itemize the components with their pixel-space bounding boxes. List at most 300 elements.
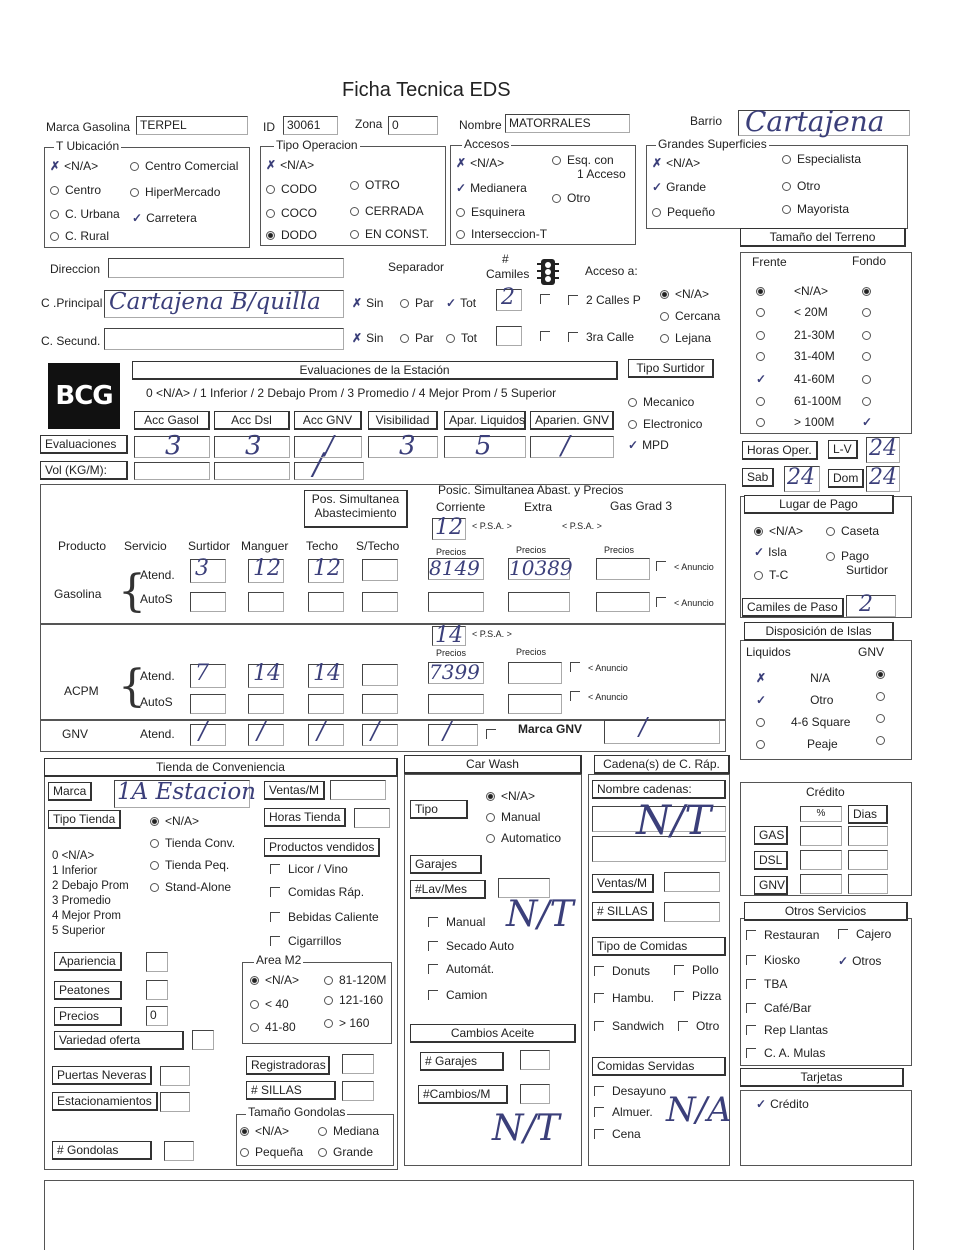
acpm-psa-value: 14 <box>435 623 463 648</box>
accesos-na[interactable]: ✗ <N/A> <box>456 156 505 170</box>
area-81-120[interactable]: 81-120M <box>324 974 386 988</box>
gasolina-precio-corriente-value: 8149 <box>429 556 480 580</box>
islas-peaje[interactable]: Peaje <box>756 738 838 752</box>
secund-sin[interactable]: ✗ Sin <box>352 331 384 345</box>
tienda-scale-1: 1 Inferior <box>52 865 98 877</box>
acpm-autos-precio-2[interactable] <box>508 694 562 714</box>
productos-vendidos-label: Productos vendidos <box>264 838 380 857</box>
gondolas-label: # Gondolas <box>52 1141 152 1160</box>
cambios-nt-handwritten: N/T <box>492 1108 560 1149</box>
secund-label: C. Secund. <box>41 334 101 348</box>
eval-field-0[interactable] <box>134 431 210 461</box>
secund-tot[interactable]: Tot <box>446 332 477 346</box>
pv-licor[interactable]: Licor / Vino <box>270 863 348 877</box>
gasolina-precio-gas3[interactable] <box>596 558 650 580</box>
eval-field-3[interactable] <box>368 431 438 461</box>
acpm-atend-field-1[interactable] <box>248 661 284 688</box>
col-corriente: Corriente <box>436 500 486 514</box>
operacion-coco[interactable]: COCO <box>266 207 317 221</box>
prod-col-2: Surtidor <box>188 539 231 553</box>
tipo-surtidor-title: Tipo Surtidor <box>628 359 714 378</box>
credito-dsl-pct[interactable] <box>800 850 842 870</box>
calle3-check[interactable] <box>540 330 558 344</box>
credito-gas-dias[interactable] <box>848 826 888 846</box>
eval-col-1: Acc Dsl <box>214 411 290 430</box>
acpm-stecho-field[interactable] <box>362 664 398 686</box>
terreno-fondo-radio-6[interactable]: ✓ <box>862 415 873 429</box>
area-41-80[interactable]: 41-80 <box>250 1021 296 1035</box>
variedad-label: Variedad oferta <box>54 1031 184 1050</box>
gondolas-pequena[interactable]: Pequeña <box>240 1146 303 1160</box>
camiones-secund-field[interactable] <box>496 326 522 346</box>
cadenas-ventas-field[interactable] <box>664 872 720 892</box>
comidas-sandwich[interactable]: Sandwich <box>594 1020 664 1034</box>
servidas-almuer[interactable]: Almuer. <box>594 1106 653 1120</box>
ubicacion-c-rural[interactable]: C. Rural <box>50 230 109 244</box>
gnv-precio[interactable] <box>428 717 478 746</box>
credito-gnv-pct[interactable] <box>800 874 842 894</box>
acceso-cercana[interactable]: Cercana <box>660 310 720 324</box>
acpm-label: ACPM <box>64 684 99 698</box>
direccion-field[interactable] <box>108 258 344 278</box>
islas-gnv-otro[interactable] <box>876 690 891 704</box>
terreno-frente: Frente <box>752 255 787 269</box>
acpm-autos-label: AutoS <box>140 695 173 709</box>
gondolas-na[interactable]: <N/A> <box>240 1125 289 1139</box>
acpm-anuncio-1[interactable]: < Anuncio <box>570 662 628 673</box>
terreno-option-2: 21-30M <box>794 328 835 342</box>
ubicacion-na[interactable]: ✗ <N/A> <box>50 159 99 173</box>
eval-col-2: Acc GNV <box>294 411 362 430</box>
tienda-marca-label: Marca <box>48 782 92 801</box>
carwash-title: Car Wash <box>404 755 582 774</box>
marca-field[interactable]: TERPEL <box>136 116 248 135</box>
peatones-field[interactable] <box>146 980 168 1000</box>
acpm-autos-surtidor[interactable] <box>190 694 226 714</box>
terreno-frente-radio-0[interactable] <box>756 285 771 299</box>
cadenas-nt-handwritten: N/T <box>636 798 712 844</box>
evaluaciones-title: Evaluaciones de la Estación <box>132 361 618 380</box>
islas-liquidos: Liquidos <box>746 645 791 659</box>
eval-field-4[interactable] <box>444 431 526 461</box>
operacion-cerrada[interactable]: CERRADA <box>350 205 424 219</box>
superficies-especialista[interactable]: Especialista <box>782 153 861 167</box>
superficies-otro[interactable]: Otro <box>782 180 820 194</box>
principal-sin[interactable]: ✗ Sin <box>352 296 384 310</box>
eval-col-5: Aparien. GNV <box>530 411 614 430</box>
gasolina-autos-manguer[interactable] <box>248 592 284 612</box>
pago-na[interactable]: <N/A> <box>754 525 803 539</box>
calles2-option[interactable]: 2 Calles P <box>568 294 641 308</box>
gasolina-psa-label-1: < P.S.A. > <box>472 521 512 531</box>
pago-tc[interactable]: T-C <box>754 569 788 583</box>
variedad-field[interactable] <box>192 1030 214 1050</box>
carwash-garajes-label: Garajes <box>410 855 482 874</box>
gasolina-label: Gasolina <box>54 587 102 601</box>
gnv-stecho-slash: / <box>371 717 380 745</box>
terreno-frente-radio-1[interactable] <box>756 306 771 320</box>
tienda-scale-0: 0 <N/A> <box>52 850 95 862</box>
gasolina-psa-value: 12 <box>435 515 463 540</box>
gasolina-psa-field[interactable] <box>432 515 466 540</box>
comidas-pollo[interactable]: Pollo <box>674 964 719 978</box>
eval-col-0: Acc Gasol <box>134 411 210 430</box>
terreno-frente-radio-6[interactable] <box>756 416 771 430</box>
eval-value-2: / <box>325 431 334 461</box>
horas-sab: Sab <box>742 468 774 487</box>
servicios-tba[interactable]: TBA <box>746 978 787 992</box>
secund-par[interactable]: Par <box>400 332 434 346</box>
acpm-autos-stecho[interactable] <box>362 694 398 714</box>
comidas-hamb[interactable]: Hambu. <box>594 992 654 1006</box>
ubicacion-c-urbana[interactable]: C. Urbana <box>50 208 120 222</box>
superficies-pequeno[interactable]: Pequeño <box>652 206 715 220</box>
eval-field-1[interactable] <box>214 431 290 461</box>
camiones-hash: # <box>502 252 509 266</box>
servidas-cena[interactable]: Cena <box>594 1128 641 1142</box>
tam-gondolas-title: Tamaño Gondolas <box>248 1105 346 1119</box>
gasolina-autos-label: AutoS <box>140 592 173 606</box>
zona-field[interactable]: 0 <box>388 116 438 135</box>
marca-label: Marca Gasolina <box>46 120 131 134</box>
camiones-field[interactable] <box>496 285 522 311</box>
carwash-na[interactable]: <N/A> <box>486 790 535 804</box>
accesos-esquinera[interactable]: Esquinera <box>456 206 525 220</box>
posic-title: Posic. Simultanea Abast. y Precios <box>438 483 624 497</box>
gas-atend-field-0[interactable] <box>190 556 226 583</box>
tienda-tipo-peq[interactable]: Tienda Peq. <box>150 859 229 873</box>
pv-comidas[interactable]: Comidas Ráp. <box>270 886 364 900</box>
area-121-160[interactable]: 121-160 <box>324 994 383 1008</box>
gnv-techo[interactable] <box>308 717 344 746</box>
carwash-manual-check[interactable]: Manual <box>428 916 485 930</box>
islas-otro[interactable]: ✓ Otro <box>756 693 834 707</box>
gnv-techo-slash: / <box>317 717 326 745</box>
principal-tot[interactable]: ✓ Tot <box>446 296 477 310</box>
ubicacion-centro[interactable]: Centro <box>50 184 101 198</box>
tienda-sillas-field[interactable] <box>342 1081 374 1101</box>
servicios-restauran[interactable]: Restauran <box>746 929 819 943</box>
carwash-automatico[interactable]: Automatico <box>486 832 561 846</box>
ubicacion-carretera[interactable]: ✓ Carretera <box>132 211 197 225</box>
tipo-comidas-label: Tipo de Comidas <box>592 937 726 956</box>
principal-field[interactable] <box>104 290 344 318</box>
eval-value-0: 3 <box>165 431 182 461</box>
cadenas-nombre-label: Nombre cadenas: <box>592 780 726 799</box>
carwash-camion-check[interactable]: Camion <box>428 989 487 1003</box>
carwash-lav-label: #Lav/Mes <box>410 880 486 899</box>
acpm-atend-field-2[interactable] <box>308 661 344 688</box>
horas-dom-field[interactable] <box>866 466 900 492</box>
superficies-mayorista[interactable]: Mayorista <box>782 203 849 217</box>
gnv-stecho[interactable] <box>362 717 398 746</box>
cambios-title: Cambios Aceite <box>410 1024 576 1043</box>
terreno-fondo-radio-2[interactable] <box>862 329 877 343</box>
estacionamientos-label: Estacionamientos <box>52 1092 158 1111</box>
credito-gas-pct[interactable] <box>800 826 842 846</box>
gnv-atend-label: Atend. <box>140 727 175 741</box>
eval-field-2[interactable] <box>294 431 362 461</box>
cambios-garajes-field[interactable] <box>520 1050 550 1070</box>
marca-gnv-field[interactable] <box>604 713 720 744</box>
surtidor-mpd[interactable]: ✓ MPD <box>628 438 669 452</box>
gasolina-anuncio-1[interactable]: < Anuncio <box>656 561 714 572</box>
operacion-dodo[interactable]: DODO <box>266 229 317 243</box>
terreno-frente-radio-3[interactable] <box>756 350 771 364</box>
barrio-field[interactable] <box>738 105 910 138</box>
pos-simultanea-label: Pos. Simultanea Abastecimiento <box>304 490 408 528</box>
tarjetas-title: Tarjetas <box>740 1068 904 1087</box>
gas-atend-value-2: 12 <box>313 556 341 581</box>
terreno-frente-radio-2[interactable] <box>756 329 771 343</box>
servidas-desayuno[interactable]: Desayuno <box>594 1085 666 1099</box>
vol-field-2[interactable] <box>214 462 290 480</box>
acpm-precio-2-field[interactable] <box>508 662 562 684</box>
ubicacion-title: T Ubicación <box>56 139 120 153</box>
precios-label-3: Precios <box>604 545 635 555</box>
acpm-precios-label-2: Precios <box>516 647 547 657</box>
gasolina-autos-precio-1[interactable] <box>428 592 484 612</box>
islas-na[interactable]: ✗ N/A <box>756 671 831 685</box>
tienda-horas-field[interactable] <box>354 808 390 828</box>
comidas-servidas-label: Comidas Servidas <box>592 1057 726 1076</box>
accesos-esq-2: 1 Acceso <box>577 167 626 181</box>
secund-field[interactable] <box>104 328 344 350</box>
carwash-manual[interactable]: Manual <box>486 811 540 825</box>
gnv-label: GNV <box>62 727 89 741</box>
notes-area[interactable] <box>44 1180 914 1250</box>
separador-label: Separador <box>388 260 445 274</box>
acpm-autos-techo[interactable] <box>308 694 344 714</box>
acpm-psa-field[interactable] <box>432 623 466 648</box>
gasolina-anuncio-2[interactable]: < Anuncio <box>656 597 714 608</box>
servicios-cafe[interactable]: Café/Bar <box>746 1002 811 1016</box>
acpm-precios-label-1: Precios <box>436 648 467 658</box>
acpm-psa-label: < P.S.A. > <box>472 629 512 639</box>
terreno-frente-radio-5[interactable] <box>756 395 771 409</box>
terreno-fondo-radio-3[interactable] <box>862 350 877 364</box>
gondolas-field[interactable] <box>164 1141 194 1161</box>
tienda-marca-field[interactable] <box>114 779 256 808</box>
surtidor-electronico[interactable]: Electronico <box>628 418 702 432</box>
cadenas-sillas-field[interactable] <box>664 902 720 922</box>
acceso-na[interactable]: <N/A> <box>660 288 709 302</box>
gasolina-precio-corriente[interactable] <box>428 558 484 580</box>
pago-isla[interactable]: ✓ Isla <box>754 545 787 559</box>
gasolina-autos-stecho[interactable] <box>362 592 398 612</box>
puertas-field[interactable] <box>160 1066 190 1086</box>
horas-lv-field[interactable] <box>866 437 900 463</box>
islas-gnv-peaje[interactable] <box>876 734 891 748</box>
carwash-automat-check[interactable]: Automát. <box>428 963 494 977</box>
credito-gnv-dias[interactable] <box>848 874 888 894</box>
terreno-option-6: > 100M <box>794 415 835 429</box>
pv-bebidas[interactable]: Bebidas Caliente <box>270 911 379 925</box>
operacion-na[interactable]: ✗ <N/A> <box>266 158 315 172</box>
horas-sab-field[interactable] <box>784 466 820 492</box>
gasolina-autos-precio-2[interactable] <box>508 592 570 612</box>
pv-cigarrillos[interactable]: Cigarrillos <box>270 935 341 949</box>
gasolina-autos-precio-3[interactable] <box>596 592 650 612</box>
tienda-scale-5: 5 Superior <box>52 925 106 937</box>
gnv-precio-slash: / <box>443 717 452 745</box>
acpm-precio-field[interactable] <box>428 662 484 684</box>
apariencia-label: Apariencia <box>54 952 122 971</box>
horas-lv-value: 24 <box>869 436 897 461</box>
comidas-donuts[interactable]: Donuts <box>594 965 650 979</box>
gasolina-psa-label-2: < P.S.A. > <box>562 521 602 531</box>
terreno-fondo: Fondo <box>852 254 887 268</box>
acpm-precio-value: 7399 <box>429 660 480 684</box>
camiones-handwritten: 2 <box>501 285 515 310</box>
accesos-otro[interactable]: Otro <box>552 192 590 206</box>
eval-field-5[interactable] <box>530 431 614 461</box>
gnv-manguer[interactable] <box>248 717 284 746</box>
gasolina-atend-label: Atend. <box>140 568 175 582</box>
camiles-paso-field[interactable] <box>846 592 896 617</box>
prod-col-1: Servicio <box>124 539 167 553</box>
servicios-otros[interactable]: ✓ Otros <box>838 954 882 968</box>
tienda-tipo-conv[interactable]: Tienda Conv. <box>150 837 235 851</box>
registradoras-label: Registradoras <box>246 1056 330 1075</box>
calle3-option[interactable]: 3ra Calle <box>568 331 634 345</box>
barrio-handwritten: Cartajena <box>745 105 885 138</box>
camiles-paso-value: 2 <box>859 592 873 617</box>
calles2-check[interactable] <box>540 293 558 307</box>
superficies-na[interactable]: ✗ <N/A> <box>652 156 701 170</box>
acpm-autos-precio-1[interactable] <box>428 694 484 714</box>
accesos-interseccion[interactable]: Interseccion-T <box>456 228 547 242</box>
ubicacion-hipermercado[interactable]: HiperMercado <box>130 186 220 200</box>
islas-gnv-na[interactable] <box>876 668 891 682</box>
servicios-title: Otros Servicios <box>744 902 908 921</box>
cambios-m-field[interactable] <box>520 1084 550 1104</box>
terreno-fondo-radio-4[interactable] <box>862 373 877 387</box>
accesos-title: Accesos <box>464 137 510 151</box>
comidas-pizza[interactable]: Pizza <box>674 990 721 1004</box>
cadenas-sillas-label: # SILLAS <box>592 902 654 921</box>
pago-caseta[interactable]: Caseta <box>826 525 879 539</box>
accesos-esq[interactable]: Esq. con <box>552 154 614 168</box>
acpm-atend-value-2: 14 <box>313 661 341 686</box>
principal-par[interactable]: Par <box>400 297 434 311</box>
acceso-lejana[interactable]: Lejana <box>660 332 711 346</box>
servicios-cajero[interactable]: Cajero <box>838 928 891 942</box>
operacion-en-const[interactable]: EN CONST. <box>350 228 429 242</box>
gnv-check[interactable] <box>486 728 504 742</box>
comidas-otro[interactable]: Otro <box>678 1020 719 1034</box>
accesos-medianera[interactable]: ✓ Medianera <box>456 181 527 195</box>
gasolina-precio-extra[interactable] <box>508 556 573 580</box>
terreno-fondo-radio-5[interactable] <box>862 395 877 409</box>
islas-title: Disposición de Islas <box>744 622 894 641</box>
vol-field-1[interactable] <box>134 462 210 480</box>
islas-gnv-square[interactable] <box>876 712 891 726</box>
precios-label-2: Precios <box>516 545 547 555</box>
surtidor-mecanico[interactable]: Mecanico <box>628 396 694 410</box>
gas-atend-field-1[interactable] <box>248 556 284 583</box>
gnv-surtidor-slash: / <box>199 717 208 745</box>
acpm-atend-field-0[interactable] <box>190 661 226 688</box>
vol-field-3[interactable] <box>294 447 364 482</box>
gasolina-autos-techo[interactable] <box>308 592 344 612</box>
tienda-sillas-label: # SILLAS <box>246 1081 336 1100</box>
prod-col-3: Manguer <box>241 539 289 553</box>
servicios-mulas[interactable]: C. A. Mulas <box>746 1047 825 1061</box>
nombre-label: Nombre <box>459 118 502 132</box>
tienda-scale-3: 3 Promedio <box>52 895 111 907</box>
pago-title: Lugar de Pago <box>744 495 894 514</box>
gondolas-grande[interactable]: Grande <box>318 1146 373 1160</box>
pago-surtidor[interactable]: Pago <box>826 550 869 564</box>
precios-label-1: Precios <box>436 547 467 557</box>
gas-atend-value-1: 12 <box>253 556 281 581</box>
terreno-frente-radio-4[interactable]: ✓ <box>756 372 767 386</box>
acpm-autos-manguer[interactable] <box>248 694 284 714</box>
gas-atend-field-2[interactable] <box>308 556 344 583</box>
credito-gnv: GNV <box>754 876 788 895</box>
superficies-grande[interactable]: ✓ Grande <box>652 180 707 194</box>
barrio-label: Barrio <box>690 114 723 128</box>
cadenas-title: Cadena(s) de C. Ráp. <box>594 755 730 774</box>
area-160[interactable]: > 160 <box>324 1017 369 1031</box>
id-field[interactable]: 30061 <box>283 116 338 135</box>
acpm-atend-value-0: 7 <box>195 661 209 686</box>
traffic-light-icon <box>535 258 561 286</box>
carwash-secado-check[interactable]: Secado Auto <box>428 940 514 954</box>
gnv-surtidor[interactable] <box>190 717 226 746</box>
servicios-llantas[interactable]: Rep Llantas <box>746 1024 828 1038</box>
precios-tienda-field[interactable]: 0 <box>146 1006 168 1026</box>
tienda-horas-label: Horas Tienda <box>264 808 346 827</box>
credito-dsl: DSL <box>754 851 788 870</box>
camiones-label: Camiles <box>486 267 530 281</box>
terreno-fondo-radio-0[interactable] <box>862 285 877 299</box>
nombre-field[interactable]: MATORRALES <box>505 114 630 133</box>
ubicacion-centro-comercial[interactable]: Centro Comercial <box>130 160 238 174</box>
acpm-anuncio-2[interactable]: < Anuncio <box>570 691 628 702</box>
area-40[interactable]: < 40 <box>250 998 289 1012</box>
tienda-ventas-field[interactable] <box>330 780 386 800</box>
area-na[interactable]: <N/A> <box>250 974 299 988</box>
islas-square[interactable]: 4-6 Square <box>756 716 850 730</box>
horas-dom: Dom <box>828 469 864 488</box>
gasolina-stecho-field[interactable] <box>362 559 398 581</box>
registradoras-field[interactable] <box>342 1054 374 1074</box>
prod-col-0: Producto <box>58 539 107 553</box>
credito-dsl-dias[interactable] <box>848 850 888 870</box>
cambios-garajes-label: # Garajes <box>420 1052 504 1071</box>
gondolas-mediana[interactable]: Mediana <box>318 1125 379 1139</box>
credito-pct: % <box>800 806 842 822</box>
terreno-fondo-radio-1[interactable] <box>862 306 877 320</box>
gas-atend-value-0: 3 <box>195 556 209 581</box>
operacion-otro[interactable]: OTRO <box>350 179 400 193</box>
gasolina-autos-surtidor[interactable] <box>190 592 226 612</box>
tienda-tipo-na[interactable]: <N/A> <box>150 815 199 829</box>
tarjetas-credito[interactable]: ✓ Crédito <box>756 1097 809 1111</box>
servicios-kiosko[interactable]: Kiosko <box>746 954 800 968</box>
bcg-logo: BCG <box>48 363 120 429</box>
pago-surtidor-2: Surtidor <box>846 563 889 577</box>
estacionamientos-field[interactable] <box>160 1092 190 1112</box>
page-title: Ficha Tecnica EDS <box>342 79 511 101</box>
operacion-codo[interactable]: CODO <box>266 183 317 197</box>
credito-title: Crédito <box>806 785 845 799</box>
tienda-tipo-stand[interactable]: Stand-Alone <box>150 881 231 895</box>
apariencia-field[interactable] <box>146 952 168 972</box>
terreno-option-3: 31-40M <box>794 349 835 363</box>
